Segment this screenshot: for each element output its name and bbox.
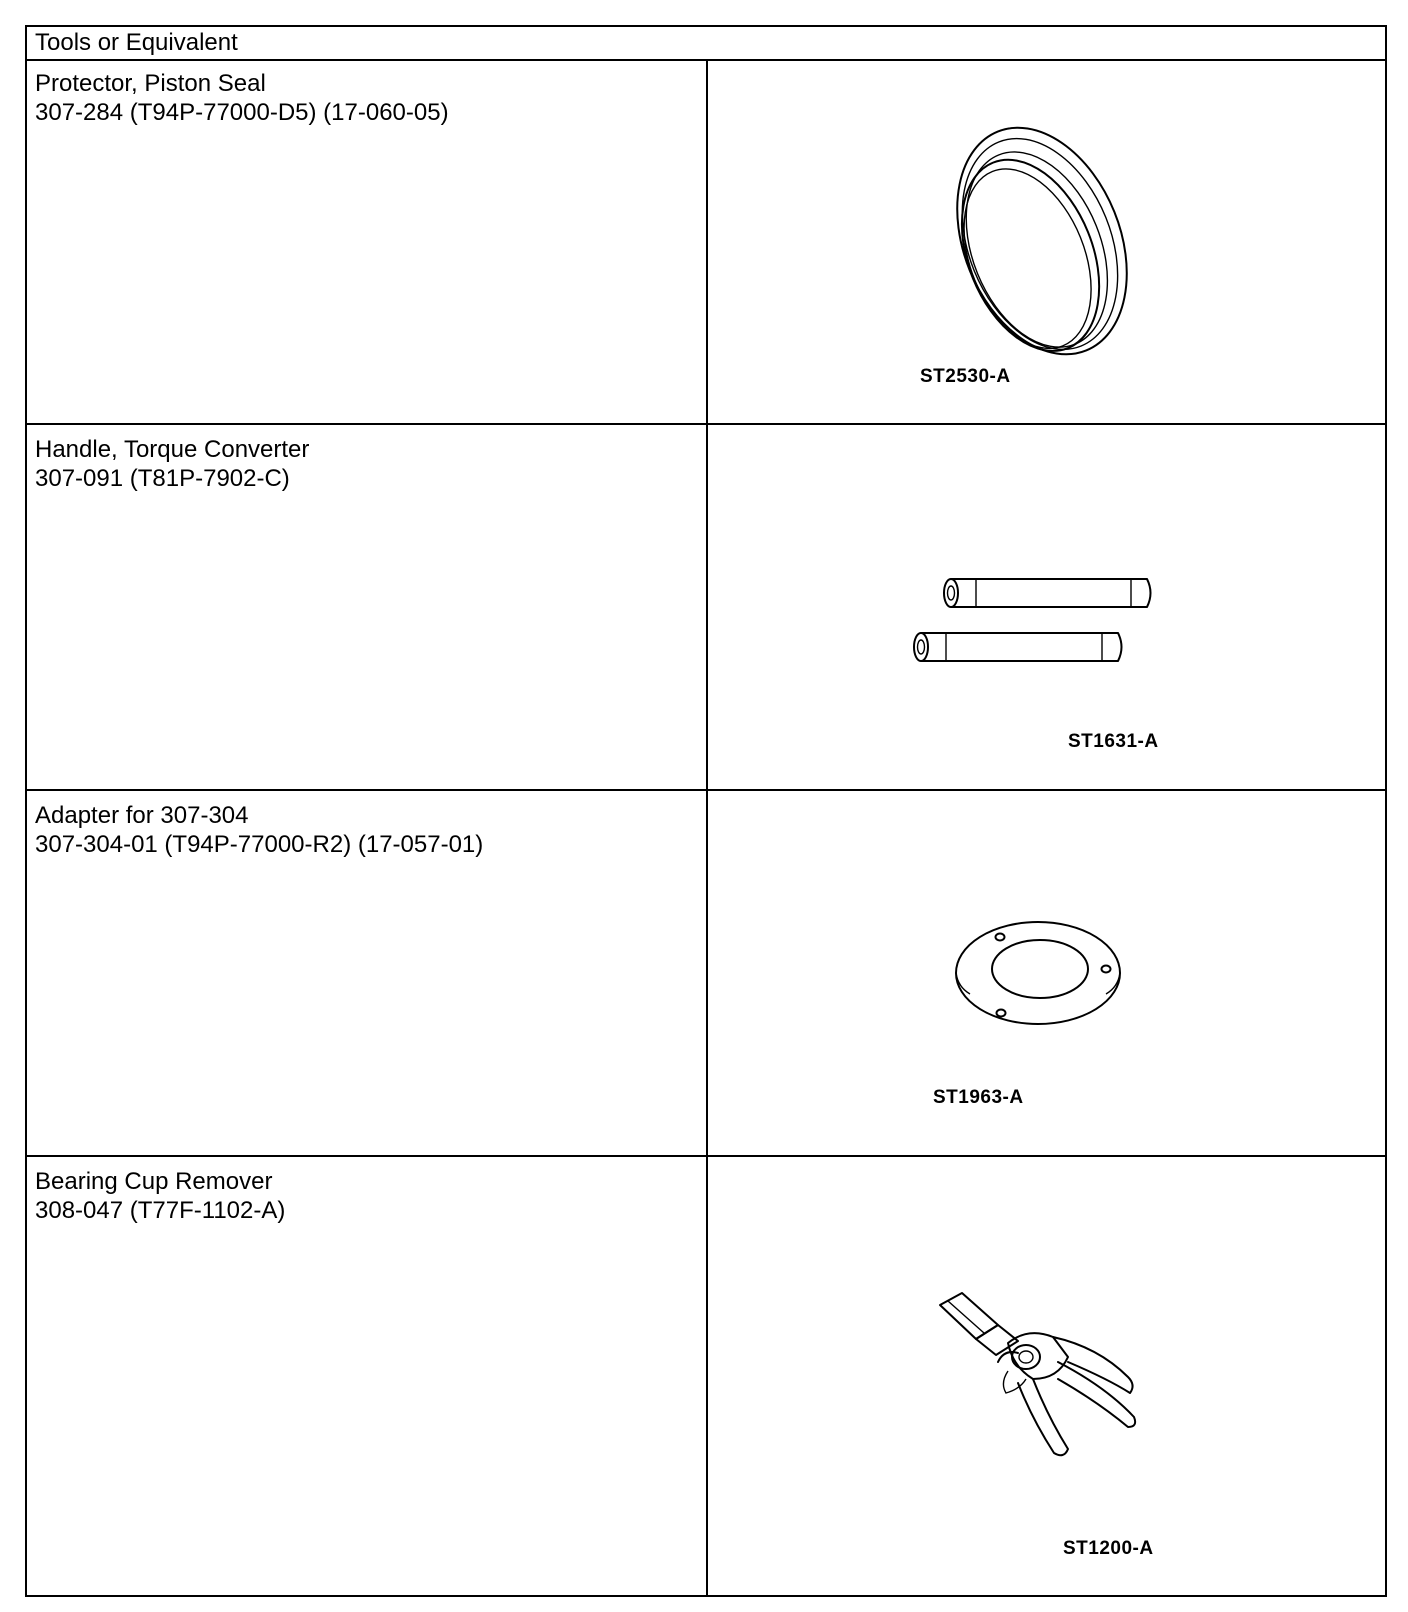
figure-code: ST1963-A — [933, 1087, 1024, 1108]
table-row — [27, 425, 1385, 791]
table-header — [27, 27, 1385, 61]
tool-description-cell — [27, 1157, 708, 1595]
tool-name: Adapter for 307-304 — [35, 802, 249, 829]
tool-part-number: 308-047 (T77F-1102-A) — [35, 1197, 286, 1224]
tool-description-cell — [27, 59, 708, 423]
tool-illustration-cell — [708, 1157, 1385, 1595]
tool-name: Bearing Cup Remover — [35, 1168, 273, 1195]
tool-description-cell — [27, 791, 708, 1155]
tools-table — [25, 25, 1387, 1597]
piston-seal-protector-ring-illustration — [708, 59, 1385, 423]
tool-illustration-cell — [708, 791, 1385, 1155]
figure-code: ST2530-A — [920, 366, 1011, 387]
figure-code: ST1631-A — [1068, 731, 1159, 752]
tool-name: Handle, Torque Converter — [35, 436, 310, 463]
adapter-plate-illustration — [708, 791, 1385, 1155]
tool-description-cell — [27, 425, 708, 789]
table-row — [27, 59, 1385, 425]
figure-code: ST1200-A — [1063, 1538, 1154, 1559]
bearing-cup-puller-illustration — [708, 1157, 1385, 1593]
tool-part-number: 307-304-01 (T94P-77000-R2) (17-057-01) — [35, 831, 484, 858]
tool-part-number: 307-091 (T81P-7902-C) — [35, 465, 290, 492]
tool-illustration-cell — [708, 59, 1385, 423]
tool-illustration-cell — [708, 425, 1385, 789]
table-row — [27, 791, 1385, 1157]
tool-part-number: 307-284 (T94P-77000-D5) (17-060-05) — [35, 99, 449, 126]
torque-converter-handle-illustration — [708, 425, 1385, 789]
table-row — [27, 1157, 1385, 1595]
table-title: Tools or Equivalent — [35, 29, 238, 56]
tool-name: Protector, Piston Seal — [35, 70, 266, 97]
